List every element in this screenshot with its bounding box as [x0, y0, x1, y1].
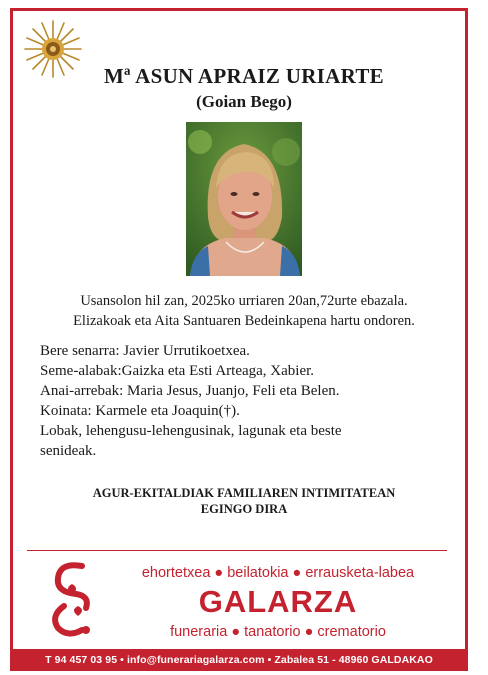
service-item: funeraria [170, 624, 228, 640]
family-line: Seme-alabak:Gaizka eta Esti Arteaga, Xabier. [40, 363, 315, 379]
notice-line: EGINGO DIRA [200, 502, 288, 516]
services-spanish [113, 624, 443, 640]
family-line: Koinata: Karmele eta Joaquin(†). [40, 403, 240, 419]
deceased-nickname: (Goian Bego) [196, 92, 292, 111]
portrait-photo [186, 122, 302, 276]
funeral-home-name: GALARZA [198, 584, 358, 619]
galarza-logo-icon [42, 558, 102, 640]
services-basque [113, 565, 443, 581]
family-line: Anai-arrebak: Maria Jesus, Juanjo, Feli eta Belen. [40, 383, 340, 399]
family-line: Bere senarra: Javier Urrutikoetxea. [40, 343, 250, 359]
bullet-icon: ● [231, 624, 241, 640]
family-line: senideak. [40, 443, 97, 459]
service-item: beilatokia [227, 565, 289, 581]
contact-bar: T 94 457 03 95 • info@funerariagalarza.com • Zabalea 51 - 48960 GALDAKAO [10, 649, 468, 671]
ceremony-notice [0, 485, 488, 517]
bullet-icon: ● [292, 565, 302, 581]
bullet-icon: ● [304, 624, 314, 640]
announcement-line: Elizakoak eta Aita Santuaren Bedeinkapena hartu ondoren. [73, 313, 415, 329]
footer-divider [27, 550, 447, 551]
notice-line: AGUR-EKITALDIAK FAMILIAREN INTIMITATEAN [92, 486, 396, 500]
announcement-line: Usansolon hil zan, 2025ko urriaren 20an,72urte ebazala. [80, 293, 408, 309]
bullet-icon: ● [214, 565, 224, 581]
service-item: tanatorio [244, 624, 301, 640]
service-item: ehortetxea [141, 565, 211, 581]
family-line: Lobak, lehengusu-lehengusinak, lagunak eta beste [40, 423, 342, 439]
service-item: errausketa-labea [305, 565, 415, 581]
service-item: crematorio [317, 624, 386, 640]
death-announcement [20, 291, 468, 331]
deceased-name: Mª ASUN APRAIZ URIARTE [104, 64, 384, 88]
family-list [40, 341, 460, 461]
